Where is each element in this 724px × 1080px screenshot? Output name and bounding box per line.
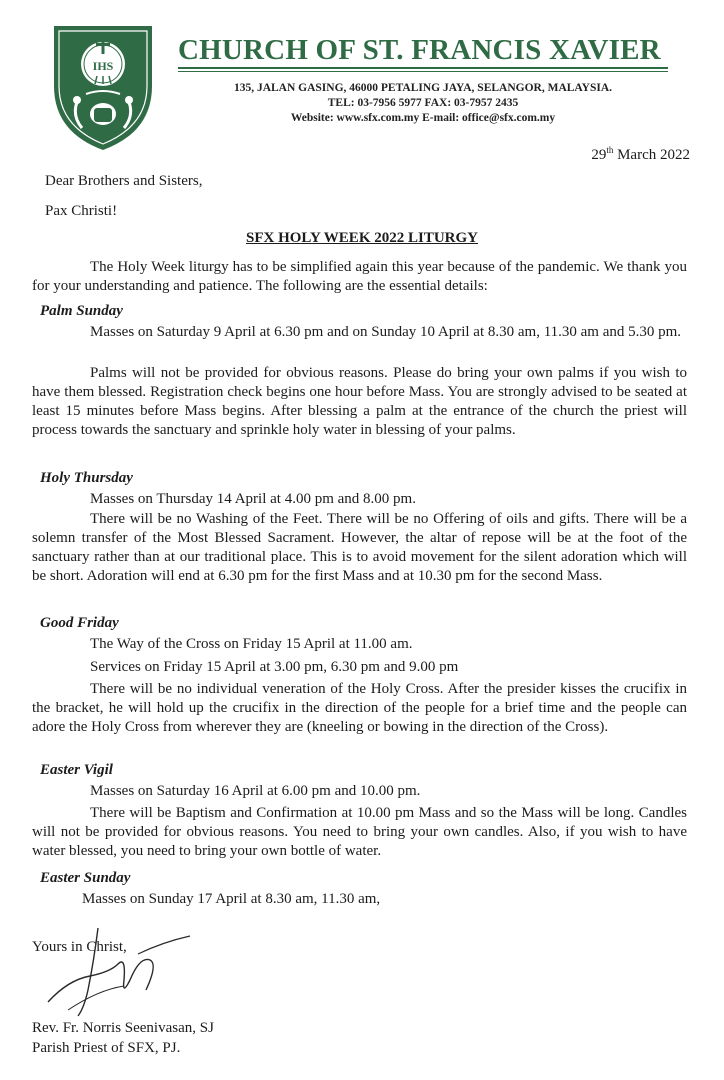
- palm-sunday-details: Palms will not be provided for obvious reasons. Please do bring your own palms if you wish to have them blessed. Registration check begins one hour before Mass. You are strongly advised to be seated at least 15 minutes before Mass begins. After blessing a palm at the entrance of the church the priest will process towards the sanctuary and sprinkle holy water in blessing of your palms.: [32, 365, 687, 438]
- sign-off: Yours in Christ,: [32, 939, 127, 955]
- good-friday-services: Services on Friday 15 April at 3.00 pm, 6.30 pm and 9.00 pm: [90, 659, 459, 675]
- letter-date: 29th March 2022: [591, 145, 690, 163]
- good-friday-way-of-cross: The Way of the Cross on Friday 15 April at 11.00 am.: [90, 636, 413, 652]
- church-address: 135, JALAN GASING, 46000 PETALING JAYA, SELANGOR, MALAYSIA.: [233, 82, 613, 94]
- palm-sunday-masses: Masses on Saturday 9 April at 6.30 pm and on Sunday 10 April at 8.30 am, 11.30 am and 5.30 pm.: [90, 324, 682, 340]
- letterhead-rule-thin: [178, 71, 668, 72]
- easter-vigil-details: There will be Baptism and Confirmation at 10.00 pm Mass and so the Mass will be long. Candles will not be provided for obvious reasons. You need to bring your own candles. Also, if you wish to have water blessed, you need to bring your own bottle of water.: [32, 805, 687, 859]
- handwritten-signature: [28, 920, 198, 1020]
- intro-paragraph: The Holy Week liturgy has to be simplified again this year because of the pandemic. We thank you for your understanding and patience. The following are the essential details:: [32, 259, 687, 294]
- greeting: Pax Christi!: [45, 203, 118, 219]
- church-contact: TEL: 03-7956 5977 FAX: 03-7957 2435: [327, 97, 519, 109]
- church-crest-logo: [52, 24, 154, 152]
- church-web-email: Website: www.sfx.com.my E-mail: office@sfx.com.my: [290, 112, 556, 124]
- church-name: CHURCH OF ST. FRANCIS XAVIER: [178, 34, 661, 66]
- easter-vigil-heading: Easter Vigil: [40, 762, 113, 778]
- holy-thursday-masses: Masses on Thursday 14 April at 4.00 pm and 8.00 pm.: [90, 491, 416, 507]
- good-friday-heading: Good Friday: [40, 615, 119, 631]
- signatory-name: Rev. Fr. Norris Seenivasan, SJ: [32, 1020, 214, 1036]
- easter-vigil-masses: Masses on Saturday 16 April at 6.00 pm and 10.00 pm.: [90, 783, 421, 799]
- easter-sunday-heading: Easter Sunday: [40, 870, 131, 886]
- holy-thursday-heading: Holy Thursday: [40, 470, 133, 486]
- holy-thursday-details: There will be no Washing of the Feet. There will be no Offering of oils and gifts. There will be a solemn transfer of the Most Blessed Sacrament. However, the altar of repose will be at the foot of the sanctuary rather than at our traditional place. This is to avoid movement for the silent adoration which will be short. Adoration will end at 6.30 pm for the first Mass and at 10.30 pm for the second Mass.: [32, 511, 687, 584]
- easter-sunday-masses: Masses on Sunday 17 April at 8.30 am, 11.30 am,: [82, 891, 381, 907]
- palm-sunday-heading: Palm Sunday: [40, 303, 123, 319]
- letter-title: SFX HOLY WEEK 2022 LITURGY: [246, 230, 478, 246]
- svg-text:IHS: IHS: [92, 59, 114, 73]
- letterhead-rule: [178, 67, 668, 69]
- signatory-role: Parish Priest of SFX, PJ.: [32, 1040, 181, 1056]
- salutation: Dear Brothers and Sisters,: [45, 173, 203, 189]
- good-friday-details: There will be no individual veneration of the Holy Cross. After the presider kisses the crucifix in the bracket, he will hold up the crucifix in the direction of the people for a brief time and the people can adore the Holy Cross from wherever they are (kneeling or bowing in the direction of the Cross).: [32, 681, 687, 735]
